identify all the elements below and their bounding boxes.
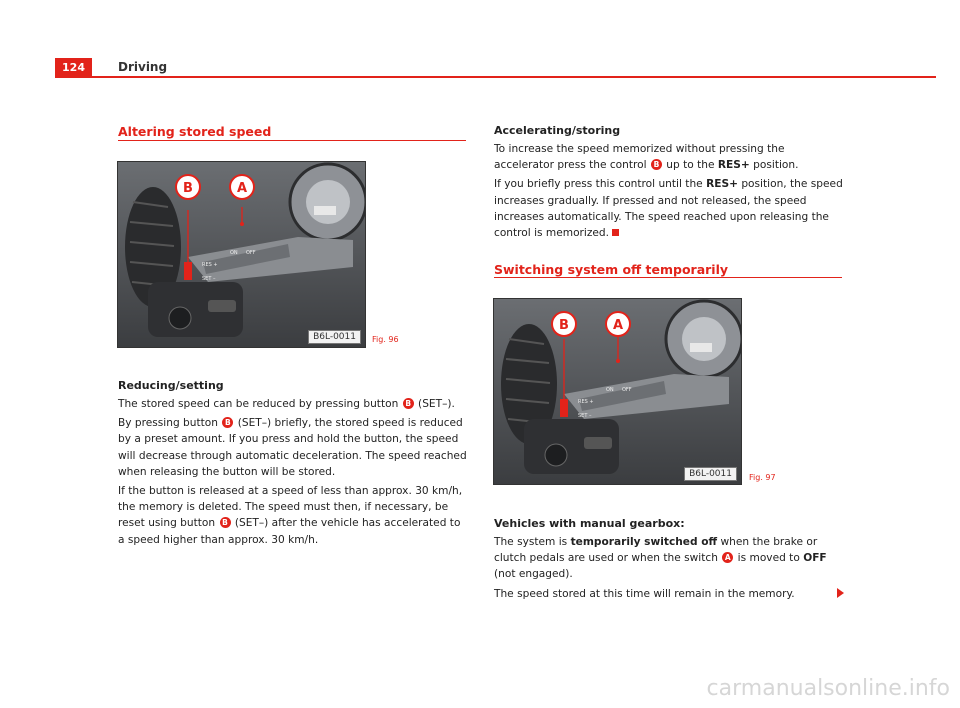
right-body-top <box>494 141 846 241</box>
figure-code: B6L-0011 <box>684 467 737 481</box>
callout-badge-b: B <box>222 417 233 428</box>
dashboard-illustration <box>494 299 741 484</box>
figure-caption: Fig. 97 <box>749 473 776 482</box>
svg-text:A: A <box>612 318 624 333</box>
left-body <box>118 396 468 548</box>
dashboard-illustration <box>118 162 365 347</box>
figure-caption: Fig. 96 <box>372 335 399 344</box>
paragraph: To increase the speed memorized without pressing the accelerator press the control B up to the RES+ position. <box>494 143 799 172</box>
section-rule-right <box>494 277 842 278</box>
end-marker <box>612 229 619 236</box>
figure-97 <box>493 298 742 485</box>
subheading-accelerating: Accelerating/storing <box>494 124 621 137</box>
running-title: Driving <box>118 60 168 74</box>
svg-text:RES +: RES + <box>578 399 594 405</box>
header-rule <box>92 76 936 78</box>
svg-text:OFF: OFF <box>622 387 632 393</box>
subheading-reducing: Reducing/setting <box>118 379 224 392</box>
watermark: carmanualsonline.info <box>706 676 950 701</box>
svg-text:A: A <box>236 181 248 196</box>
callout-badge-b: B <box>403 398 414 409</box>
paragraph: If you briefly press this control until the RES+ position, the speed increases gradually. If pressed and not released, the speed increases automatically. The speed reached upon releasing the control is memorized. <box>494 178 843 240</box>
paragraph: The speed stored at this time will remain in the memory. <box>494 587 795 600</box>
paragraph: By pressing button B (SET–) briefly, the stored speed is reduced by a preset amount. If you press and hold the button, the speed will decrease through automatic deceleration. The speed reached when releasing the button will be stored. <box>118 417 467 478</box>
svg-text:B: B <box>559 318 569 333</box>
section-rule-left <box>118 140 466 141</box>
callout-badge-a: A <box>722 552 733 563</box>
section-title-switching: Switching system off temporarily <box>494 262 729 277</box>
svg-text:ON: ON <box>606 387 614 393</box>
svg-text:OFF: OFF <box>246 250 256 256</box>
svg-text:ON: ON <box>230 250 238 256</box>
callout-badge-b: B <box>220 517 231 528</box>
subheading-manual-gearbox: Vehicles with manual gearbox: <box>494 517 685 530</box>
figure-96 <box>117 161 366 348</box>
figure-code: B6L-0011 <box>308 330 361 344</box>
continue-arrow-icon <box>837 588 844 598</box>
section-title-altering: Altering stored speed <box>118 124 272 139</box>
page-number: 124 <box>55 58 92 78</box>
paragraph: The system is temporarily switched off when the brake or clutch pedals are used or when the switch A is moved to OFF (not engaged). <box>494 536 827 581</box>
right-body-bottom <box>494 534 846 602</box>
svg-text:SET –: SET – <box>578 413 592 419</box>
svg-text:RES +: RES + <box>202 262 218 268</box>
callout-badge-b: B <box>651 159 662 170</box>
paragraph: The stored speed can be reduced by pressing button B (SET–). <box>118 398 455 410</box>
paragraph: If the button is released at a speed of less than approx. 30 km/h, the memory is deleted. The speed must then, if necessary, be reset using button B (SET–) after the vehicle has accelerated to a speed higher than approx. 30 km/h. <box>118 485 463 546</box>
svg-text:SET –: SET – <box>202 276 216 282</box>
svg-text:B: B <box>183 181 193 196</box>
